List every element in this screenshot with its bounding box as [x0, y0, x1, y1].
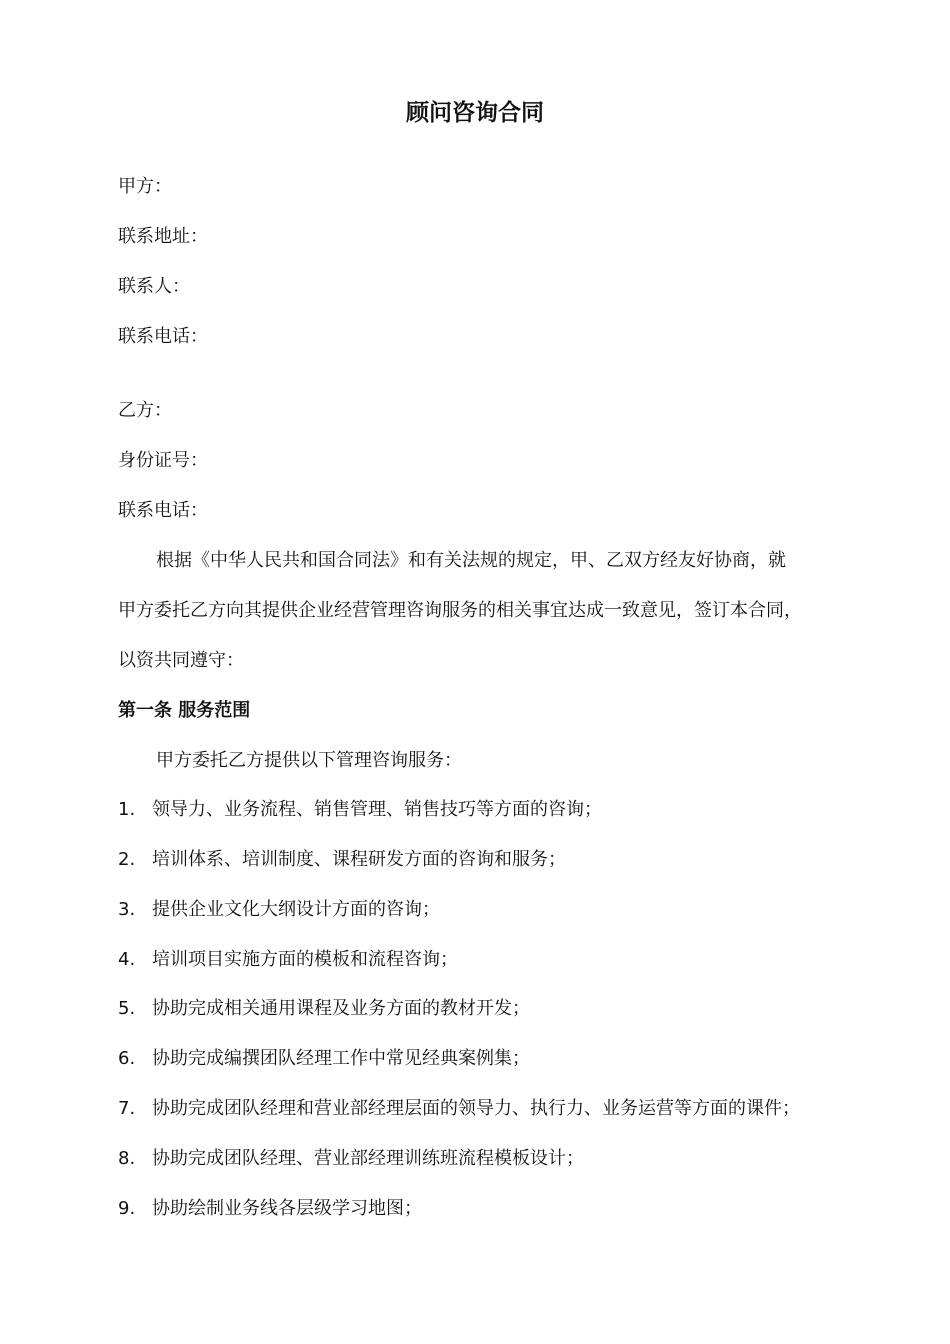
list-item-number: 3.: [118, 899, 136, 920]
list-item: [118, 1196, 838, 1222]
document-title: 顾问咨询合同: [406, 100, 544, 126]
party-a-label: 甲方：: [118, 176, 172, 197]
article-1-heading: 第一条 服务范围: [118, 700, 251, 721]
party-a-phone-label: 联系电话：: [118, 326, 208, 347]
preamble-line: 甲方委托乙方向其提供企业经营管理咨询服务的相关事宜达成一致意见，签订本合同，: [118, 600, 802, 621]
list-item: [118, 797, 838, 823]
list-item-text: 培训体系、培训制度、课程研发方面的咨询和服务；: [152, 849, 566, 870]
list-item-number: 1.: [118, 799, 136, 820]
list-item: [118, 1096, 838, 1122]
list-item-text: 协助完成编撰团队经理工作中常见经典案例集；: [152, 1048, 530, 1069]
party-b-label: 乙方：: [118, 400, 172, 421]
list-item-text: 协助完成团队经理、营业部经理训练班流程模板设计；: [152, 1148, 584, 1169]
list-item-number: 4.: [118, 949, 136, 970]
list-item-number: 8.: [118, 1148, 136, 1169]
list-item: [118, 847, 838, 873]
list-item-number: 7.: [118, 1098, 136, 1119]
list-item: [118, 1146, 838, 1172]
list-item-text: 协助完成团队经理和营业部经理层面的领导力、执行力、业务运营等方面的课件；: [152, 1098, 800, 1119]
list-item-text: 协助绘制业务线各层级学习地图；: [152, 1198, 422, 1219]
list-item-number: 9.: [118, 1198, 136, 1219]
list-item: [118, 1046, 838, 1072]
party-b-phone-label: 联系电话：: [118, 500, 208, 521]
list-item: [118, 897, 838, 923]
list-item: [118, 996, 838, 1022]
preamble-line: 根据《中华人民共和国合同法》和有关法规的规定，甲、乙双方经友好协商，就: [156, 550, 786, 571]
list-item-text: 提供企业文化大纲设计方面的咨询；: [152, 899, 440, 920]
list-item-text: 领导力、业务流程、销售管理、销售技巧等方面的咨询；: [152, 799, 602, 820]
article-1-intro: 甲方委托乙方提供以下管理咨询服务：: [156, 750, 462, 771]
list-item-text: 培训项目实施方面的模板和流程咨询；: [152, 949, 458, 970]
preamble-line: 以资共同遵守：: [118, 650, 244, 671]
list-item-number: 6.: [118, 1048, 136, 1069]
list-item: [118, 947, 838, 973]
party-a-address-label: 联系地址：: [118, 226, 208, 247]
list-item-number: 2.: [118, 849, 136, 870]
party-b-id-label: 身份证号：: [118, 450, 208, 471]
party-a-contact-label: 联系人：: [118, 276, 190, 297]
list-item-text: 协助完成相关通用课程及业务方面的教材开发；: [152, 998, 530, 1019]
list-item-number: 5.: [118, 998, 136, 1019]
